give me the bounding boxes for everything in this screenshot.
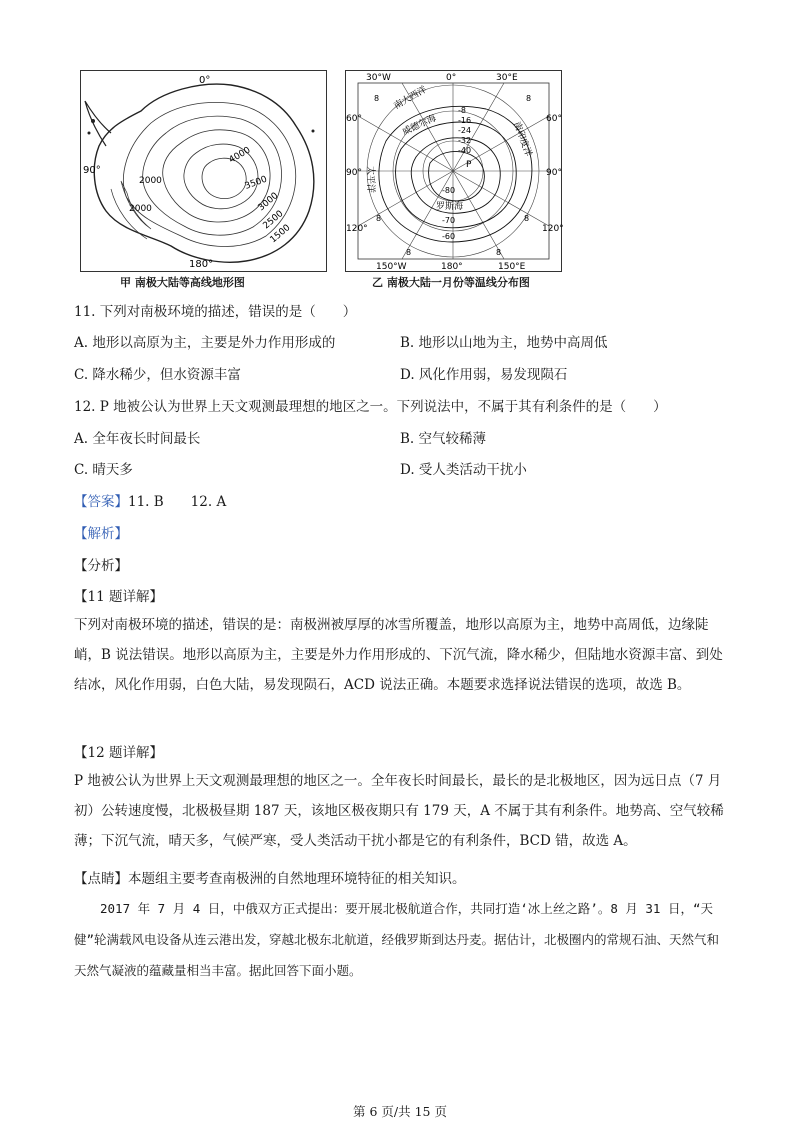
map-label: 8: [524, 214, 530, 223]
map-label: -32: [458, 136, 472, 145]
map-label: 3000: [256, 190, 281, 214]
map-label: 60°: [346, 114, 362, 124]
page-number: 第 6 页/共 15 页: [353, 1104, 447, 1119]
map-label: 太平洋: [365, 166, 375, 194]
map-label: 2000: [129, 204, 152, 214]
map-label: 30°E: [496, 73, 518, 83]
map-label: 120°: [346, 224, 368, 234]
q11-option-d: D. 风化作用弱，易发现陨石: [400, 367, 568, 383]
map-label: 南印度洋: [511, 120, 533, 158]
fenxi-label: 【分析】: [74, 558, 128, 574]
contour-map-figure: [80, 70, 327, 272]
map-label: 180°: [441, 262, 463, 272]
q11-detail-text: 下列对南极环境的描述，错误的是：南极洲被厚厚的冰雪所覆盖，地形以高原为主，地势中高周低，边缘陡峭，B 说法错误。地形以高原为主，主要是外力作用形成的、下沉气流，降水稀少，但陆地水资源丰富、到处结冰，风化作用弱，白色大陆，易发现陨石，ACD 说法正确。本题要求选择说法错误的选项，故选 B。: [74, 617, 723, 693]
q12-detail-label: 【12 题详解】: [74, 745, 163, 761]
answer-line: [74, 490, 226, 510]
map-label: -16: [458, 116, 472, 125]
map-label: -8: [458, 106, 466, 115]
map-label: 1500: [268, 222, 293, 246]
q11-stem: 11. 下列对南极环境的描述，错误的是（ ）: [74, 304, 357, 320]
figure-caption-left: 甲 南极大陆等高线地形图: [120, 276, 245, 289]
map-label: 罗斯海: [436, 202, 464, 212]
map-label: 150°W: [376, 262, 407, 272]
q11-option-a: A. 地形以高原为主，主要是外力作用形成的: [74, 335, 336, 351]
analysis-label: 【解析】: [74, 526, 128, 542]
map-label: 90°: [83, 165, 101, 176]
map-label: 90°: [346, 168, 362, 178]
reading-passage: 2017 年 7 月 4 日，中俄双方正式提出：要开展北极航道合作，共同打造‘冰上丝之路’。8 月 31 日，“天健”轮满载风电设备从连云港出发，穿越北极东北航道，经俄罗斯到达丹麦。据估计，北极圈内的常规石油、天然气和天然气凝液的蕴藏量相当丰富。据此回答下面小题。: [74, 901, 720, 978]
map-label: 3500: [243, 174, 269, 192]
map-label: 威德尔海: [401, 113, 438, 138]
figure-caption-right: 乙 南极大陆一月份等温线分布图: [372, 276, 530, 289]
q12-option-c: C. 晴天多: [74, 462, 133, 478]
map-label: P: [466, 160, 472, 170]
map-label: -60: [442, 232, 456, 241]
dianjing-text: 本题组主要考查南极洲的自然地理环境特征的相关知识。: [128, 871, 466, 887]
map-label: 2000: [139, 176, 162, 186]
map-label: -24: [458, 126, 472, 135]
map-label: 90°: [546, 168, 562, 178]
q11-detail-label: 【11 题详解】: [74, 589, 163, 605]
map-label: 8: [374, 94, 380, 103]
dianjing-line: [74, 867, 466, 887]
dianjing-label: 【点睛】: [74, 871, 128, 887]
q12-option-b: B. 空气较稀薄: [400, 431, 487, 447]
antarctica-isotherm-map: [346, 71, 564, 272]
map-label: 120°: [542, 224, 564, 234]
q12-detail-text: P 地被公认为世界上天文观测最理想的地区之一。全年夜长时间最长，最长的是北极地区，因为远日点（7 月初）公转速度慢，北极极昼期 187 天，该地区极夜期只有 179 天，A 不属于其有利条件。地势高、空气较稀薄；下沉气流，晴天多，气候严寒，受人类活动干扰小都是它的有利条件，BCD 错，故选 A。: [74, 773, 724, 849]
q11-option-b: B. 地形以山地为主，地势中高周低: [400, 335, 608, 351]
q12-stem: 12. P 地被公认为世界上天文观测最理想的地区之一。下列说法中，不属于其有利条件的是（ ）: [74, 399, 667, 415]
map-label: 南大西洋: [392, 84, 429, 112]
map-label: 0°: [446, 73, 457, 83]
answer-text: 11. B 12. A: [128, 494, 227, 510]
map-label: 180°: [189, 259, 214, 270]
q12-option-a: A. 全年夜长时间最长: [74, 431, 201, 447]
map-label: 4000: [227, 145, 253, 166]
q11-option-c: C. 降水稀少，但水资源丰富: [74, 367, 241, 383]
map-label: 8: [496, 248, 502, 257]
map-label: 8: [406, 248, 412, 257]
map-label: 8: [376, 214, 382, 223]
map-label: 0°: [199, 75, 211, 86]
antarctica-contour-map: [81, 71, 326, 271]
map-label: 2500: [261, 208, 286, 232]
map-label: 8: [526, 94, 532, 103]
q12-option-d: D. 受人类活动干扰小: [400, 462, 527, 478]
map-label: -70: [442, 216, 456, 225]
isotherm-map-figure: [345, 70, 562, 272]
map-label: 30°W: [366, 73, 391, 83]
map-label: -40: [458, 146, 472, 155]
answer-label: 【答案】: [74, 494, 128, 510]
map-label: -80: [442, 186, 456, 195]
map-label: 150°E: [498, 262, 526, 272]
map-label: 60°: [546, 114, 562, 124]
